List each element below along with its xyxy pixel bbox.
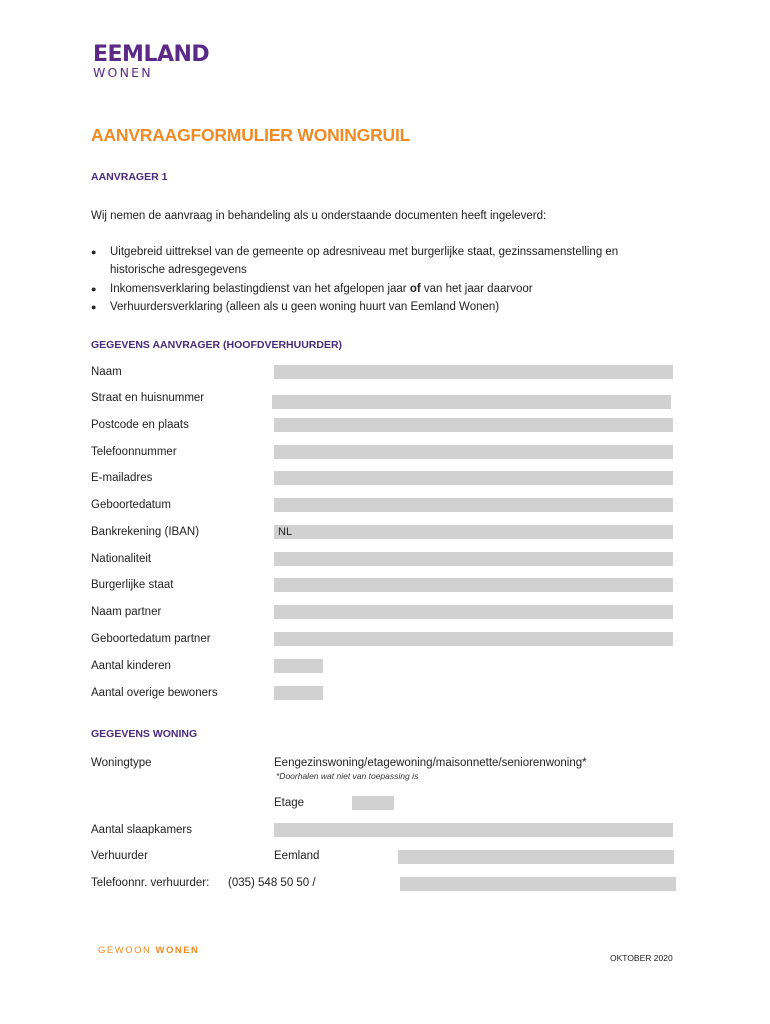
footer-slogan: GEWOON WONEN <box>98 945 200 956</box>
label-email: E-mailadres <box>91 472 153 484</box>
label-nationaliteit: Nationaliteit <box>91 553 152 565</box>
bullet-icon: ● <box>91 284 97 294</box>
label-etage: Etage <box>274 797 305 809</box>
section-heading-gegevens-aanvrager: GEGEVENS AANVRAGER (HOOFDVERHUURDER) <box>91 339 343 351</box>
postcode-field[interactable] <box>274 418 673 432</box>
bullet-item-uittreksel-cont: historische adresgegevens <box>110 264 247 276</box>
label-geboortedatum-partner: Geboortedatum partner <box>91 633 211 645</box>
nationaliteit-field[interactable] <box>274 552 673 566</box>
label-telefoon-verhuurder: Telefoonnr. verhuurder: <box>91 877 210 889</box>
slaapkamers-field[interactable] <box>274 823 673 837</box>
page-title: AANVRAAGFORMULIER WONINGRUIL <box>91 125 411 145</box>
label-aantal-slaapkamers: Aantal slaapkamers <box>91 824 192 836</box>
label-straat: Straat en huisnummer <box>91 392 205 404</box>
email-field[interactable] <box>274 471 673 485</box>
telefoon-verhuurder-field[interactable] <box>400 877 676 891</box>
logo-wonen: WONEN <box>93 65 153 80</box>
label-naam-partner: Naam partner <box>91 606 162 618</box>
bullet-item-inkomen: Inkomensverklaring belastingdienst van het afgelopen jaar of van het jaar daarvoor <box>110 283 533 295</box>
overige-bewoners-field[interactable] <box>274 686 323 700</box>
label-postcode: Postcode en plaats <box>91 419 189 431</box>
iban-field[interactable]: NL <box>274 525 673 539</box>
label-woningtype: Woningtype <box>91 757 152 769</box>
burgerlijke-staat-field[interactable] <box>274 578 673 592</box>
bullet-icon: ● <box>91 247 97 257</box>
aantal-kinderen-field[interactable] <box>274 659 323 673</box>
verhuurder-field[interactable] <box>398 850 674 864</box>
section-heading-aanvrager: AANVRAGER 1 <box>91 171 168 183</box>
label-burgerlijke-staat: Burgerlijke staat <box>91 579 174 591</box>
bullet-item-uittreksel: Uitgebreid uittreksel van de gemeente op adresniveau met burgerlijke staat, gezinssamenstelling en <box>110 246 619 258</box>
footer-date: OKTOBER 2020 <box>610 953 673 963</box>
bullet-icon: ● <box>91 302 97 312</box>
label-overige-bewoners: Aantal overige bewoners <box>91 687 218 699</box>
logo-eemland: EEMLAND <box>93 42 210 67</box>
telefoon-field[interactable] <box>274 445 673 459</box>
label-verhuurder: Verhuurder <box>91 850 148 862</box>
naam-field[interactable] <box>274 365 673 379</box>
label-naam: Naam <box>91 366 122 378</box>
woningtype-options: Eengezinswoning/etagewoning/maisonnette/seniorenwoning* <box>274 757 587 769</box>
geboortedatum-partner-field[interactable] <box>274 632 673 646</box>
label-aantal-kinderen: Aantal kinderen <box>91 660 171 672</box>
bullet-item-verhuurdersverklaring: Verhuurdersverklaring (alleen als u geen woning huurt van Eemland Wonen) <box>110 301 500 313</box>
verhuurder-value: Eemland <box>274 850 320 862</box>
section-heading-gegevens-woning: GEGEVENS WONING <box>91 728 198 740</box>
label-iban: Bankrekening (IBAN) <box>91 526 200 538</box>
intro-text: Wij nemen de aanvraag in behandeling als u onderstaande documenten heeft ingeleverd: <box>91 210 547 222</box>
label-geboortedatum: Geboortedatum <box>91 499 171 511</box>
geboortedatum-field[interactable] <box>274 498 673 512</box>
naam-partner-field[interactable] <box>274 605 673 619</box>
telefoon-verhuurder-value: (035) 548 50 50 / <box>228 877 316 889</box>
label-telefoon: Telefoonnummer <box>91 446 177 458</box>
doorhalen-note: *Doorhalen wat niet van toepassing is <box>276 771 419 781</box>
straat-field[interactable] <box>272 395 671 409</box>
etage-field[interactable] <box>352 796 394 810</box>
